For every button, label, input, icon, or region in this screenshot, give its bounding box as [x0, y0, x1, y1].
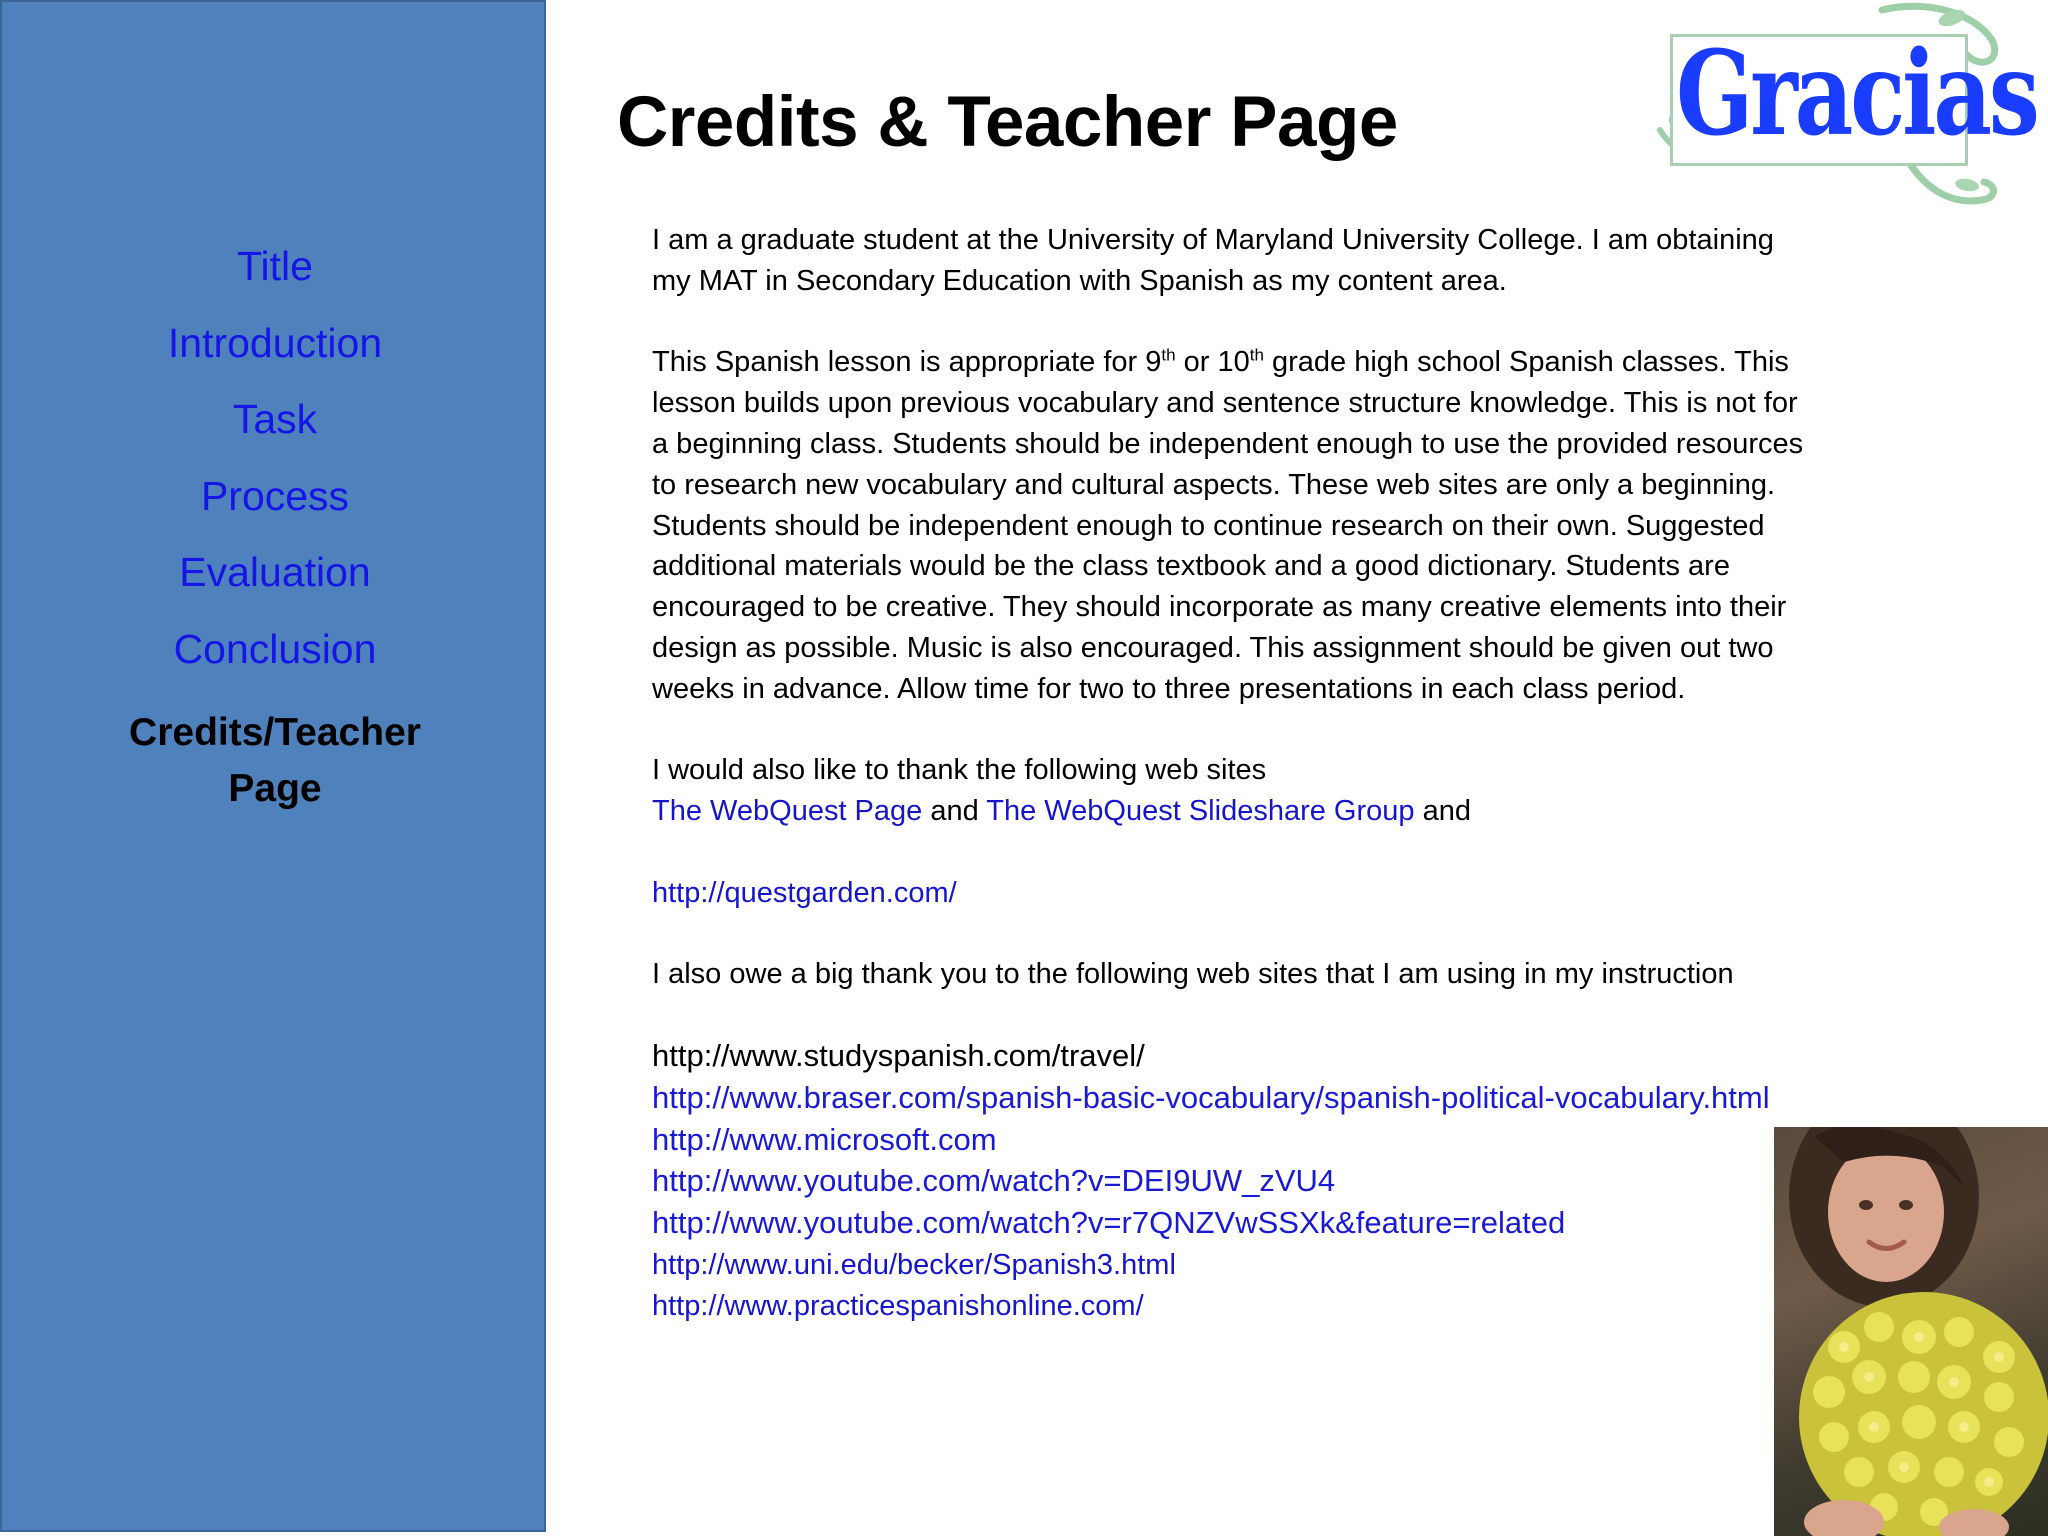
- youtube-link-1[interactable]: http://www.youtube.com/watch?v=DEI9UW_zVU4: [652, 1163, 1336, 1199]
- url-line: [652, 1036, 1912, 1078]
- youtube-link-2[interactable]: http://www.youtube.com/watch?v=r7QNZVwSSXk&feature=related: [652, 1205, 1566, 1241]
- nav-item-task[interactable]: Task: [232, 396, 318, 442]
- lesson-description-line: to research new vocabulary and cultural aspects. These web sites are only a beginning.: [652, 468, 1776, 501]
- questgarden-link[interactable]: http://questgarden.com/: [652, 876, 957, 909]
- lesson-description-line: a beginning class. Students should be independent enough to use the provided resources: [652, 427, 1804, 460]
- lesson-description-line: lesson builds upon previous vocabulary and sentence structure knowledge. This is not for: [652, 387, 1798, 420]
- nav-item-title[interactable]: Title: [237, 243, 313, 289]
- logo-text: Gracias: [1676, 26, 2037, 162]
- practicespanishonline-link[interactable]: http://www.practicespanishonline.com/: [652, 1289, 1144, 1322]
- lesson-description-line: encouraged to be creative. They should incorporate as many creative elements into their: [652, 591, 1787, 624]
- sidebar-nav: [2, 232, 548, 817]
- lesson-description-line: Students should be independent enough to continue research on their own. Suggested: [652, 509, 1765, 542]
- url-line: [652, 1078, 1912, 1120]
- nav-item-process[interactable]: Process: [200, 472, 350, 519]
- sidebar: [0, 0, 546, 1532]
- uni-becker-link[interactable]: http://www.uni.edu/becker/Spanish3.html: [652, 1248, 1176, 1281]
- lesson-description-line-1: This Spanish lesson is appropriate for 9th or 10th grade high school Spanish classes. This: [652, 345, 1789, 379]
- instruction-thanks: I also owe a big thank you to the following web sites that I am using in my instruction: [652, 958, 1734, 991]
- page-title: Credits & Teacher Page: [617, 83, 1398, 162]
- nav-item-credits-current: Credits/Teacher Page: [129, 711, 421, 810]
- webquest-page-link[interactable]: The WebQuest Page: [652, 795, 923, 828]
- microsoft-link[interactable]: http://www.microsoft.com: [652, 1121, 997, 1157]
- url-line: [652, 1286, 1912, 1327]
- url-line: [652, 1203, 1912, 1245]
- credits-content: [652, 220, 1912, 1327]
- url-line: [652, 1161, 1912, 1203]
- intro-line-1: I am a graduate student at the University of Maryland University College. I am obtaining: [652, 224, 1774, 256]
- url-line: [652, 1120, 1912, 1162]
- gracias-logo: [1652, 0, 2037, 216]
- girl-flowers-image-icon: [1774, 1127, 2048, 1536]
- girl-with-flowers-photo: [1774, 1127, 2048, 1536]
- webquest-links-line: The WebQuest Page and The WebQuest Slideshare Group and: [652, 795, 1471, 828]
- thanks-intro: I would also like to thank the following web sites: [652, 754, 1267, 787]
- intro-line-2: my MAT in Secondary Education with Spanish as my content area.: [652, 264, 1507, 297]
- nav-item-conclusion[interactable]: Conclusion: [173, 625, 377, 672]
- lesson-description-line: weeks in advance. Allow time for two to three presentations in each class period.: [652, 672, 1686, 705]
- lesson-description-line: additional materials would be the class textbook and a good dictionary. Students are: [652, 550, 1730, 583]
- nav-item-introduction[interactable]: Introduction: [167, 319, 383, 366]
- webquest-slideshare-link[interactable]: The WebQuest Slideshare Group: [986, 795, 1415, 828]
- url-line: [652, 1245, 1912, 1286]
- nav-item-evaluation[interactable]: Evaluation: [179, 549, 371, 595]
- studyspanish-url: http://www.studyspanish.com/travel/: [652, 1037, 1145, 1073]
- questgarden-line: [652, 873, 1912, 914]
- braser-link[interactable]: http://www.braser.com/spanish-basic-vocabulary/spanish-political-vocabulary.html: [652, 1079, 1770, 1115]
- lesson-description-line: design as possible. Music is also encouraged. This assignment should be given out two: [652, 631, 1774, 664]
